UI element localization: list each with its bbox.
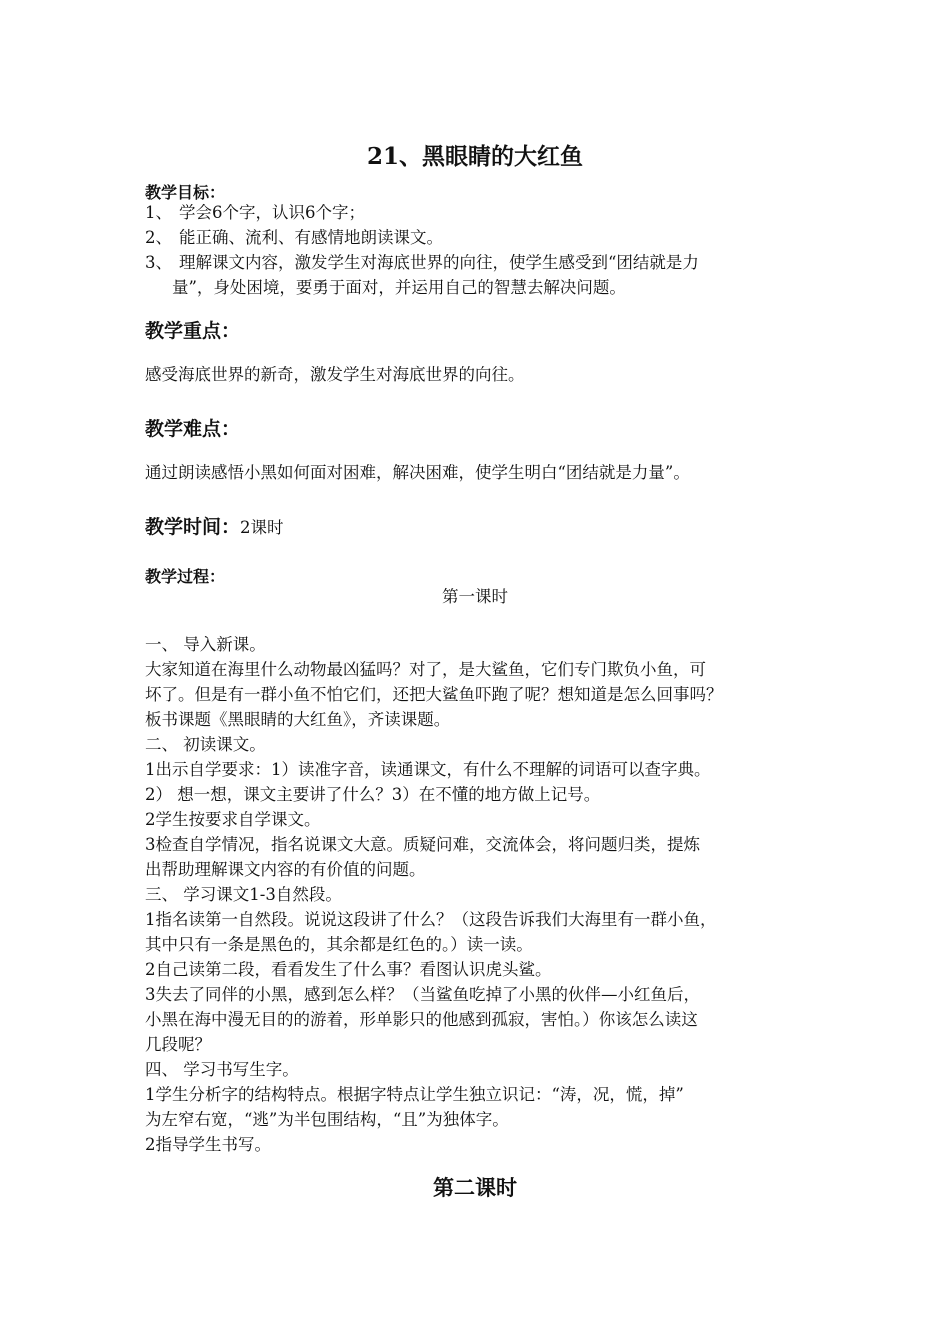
difficulties-text: 通过朗读感悟小黑如何面对困难，解决困难，使学生明白“团结就是力量”。: [145, 463, 690, 482]
process-line: 几段呢？: [145, 1035, 211, 1054]
process-line: 出帮助理解课文内容的有价值的问题。: [145, 860, 426, 879]
process-line: 1出示自学要求：1）读准字音，读通课文，有什么不理解的词语可以查字典。: [145, 760, 711, 779]
process-line: 为左窄右宽，“逃”为半包围结构，“且”为独体字。: [145, 1110, 509, 1129]
process-line: 其中只有一条是黑色的，其余都是红色的。）读一读。: [145, 935, 533, 954]
process-line: 3失去了同伴的小黑，感到怎么样？（当鲨鱼吃掉了小黑的伙伴—小红鱼后，: [145, 985, 700, 1004]
goal-number: 2、: [145, 228, 172, 247]
goal-number: 3、: [145, 253, 172, 272]
time-row: [145, 512, 284, 539]
process-line: 2） 想一想，课文主要讲了什么？3）在不懂的地方做上记号。: [145, 785, 601, 804]
process-line: 1学生分析字的结构特点。根据字特点让学生独立识记：“涛，况，慌，掉”: [145, 1085, 684, 1104]
goal-text: 能正确、流利、有感情地朗读课文。: [179, 228, 443, 247]
process-line: 大家知道在海里什么动物最凶猛吗？对了，是大鲨鱼，它们专门欺负小鱼，可: [145, 660, 706, 679]
time-value: 2课时: [240, 518, 284, 537]
process-line: 2自己读第二段，看看发生了什么事？看图认识虎头鲨。: [145, 960, 552, 979]
process-line: 三、 学习课文1-3自然段。: [145, 885, 342, 904]
process-line: 2指导学生书写。: [145, 1135, 271, 1154]
process-line: 小黑在海中漫无目的的游着，形单影只的他感到孤寂，害怕。）你该怎么读这: [145, 1010, 698, 1029]
process-heading: 教学过程：: [145, 567, 226, 586]
process-line: 板书课题《黑眼睛的大红鱼》，齐读课题。: [145, 710, 451, 729]
goal-item-3: [145, 255, 699, 272]
process-line: 1指名读第一自然段。说说这段讲了什么？（这段告诉我们大海里有一群小鱼，: [145, 910, 717, 929]
time-heading: 教学时间：: [145, 516, 241, 538]
goal-text: 学会6个字，认识6个字；: [179, 203, 365, 222]
process-line: 二、 初读课文。: [145, 735, 266, 754]
key-points-heading: 教学重点：: [145, 320, 241, 342]
process-line: 坏了。但是有一群小鱼不怕它们，还把大鲨鱼吓跑了呢？想知道是怎么回事吗？: [145, 685, 723, 704]
goal-text: 理解课文内容，激发学生对海底世界的向往，使学生感受到“团结就是力: [179, 253, 699, 272]
goal-number: 1、: [145, 203, 172, 222]
process-line: 一、 导入新课。: [145, 635, 266, 654]
goal-item-3-continued: 量”，身处困境，要勇于面对，并运用自己的智慧去解决问题。: [172, 278, 626, 297]
lesson-1-title: 第一课时: [442, 587, 508, 606]
goals-heading: 教学目标：: [145, 183, 226, 202]
process-line: 四、 学习书写生字。: [145, 1060, 299, 1079]
process-line: 3检查自学情况，指名说课文大意。质疑问难，交流体会，将问题归类，提炼: [145, 835, 700, 854]
process-line: 2学生按要求自学课文。: [145, 810, 321, 829]
lesson-2-title: 第二课时: [433, 1175, 517, 1200]
difficulties-heading: 教学难点：: [145, 418, 241, 440]
goal-item-2: [145, 230, 443, 247]
goal-item-1: [145, 205, 365, 222]
page-title: 21、黑眼睛的大红鱼: [366, 143, 583, 170]
key-points-text: 感受海底世界的新奇，激发学生对海底世界的向往。: [145, 365, 525, 384]
